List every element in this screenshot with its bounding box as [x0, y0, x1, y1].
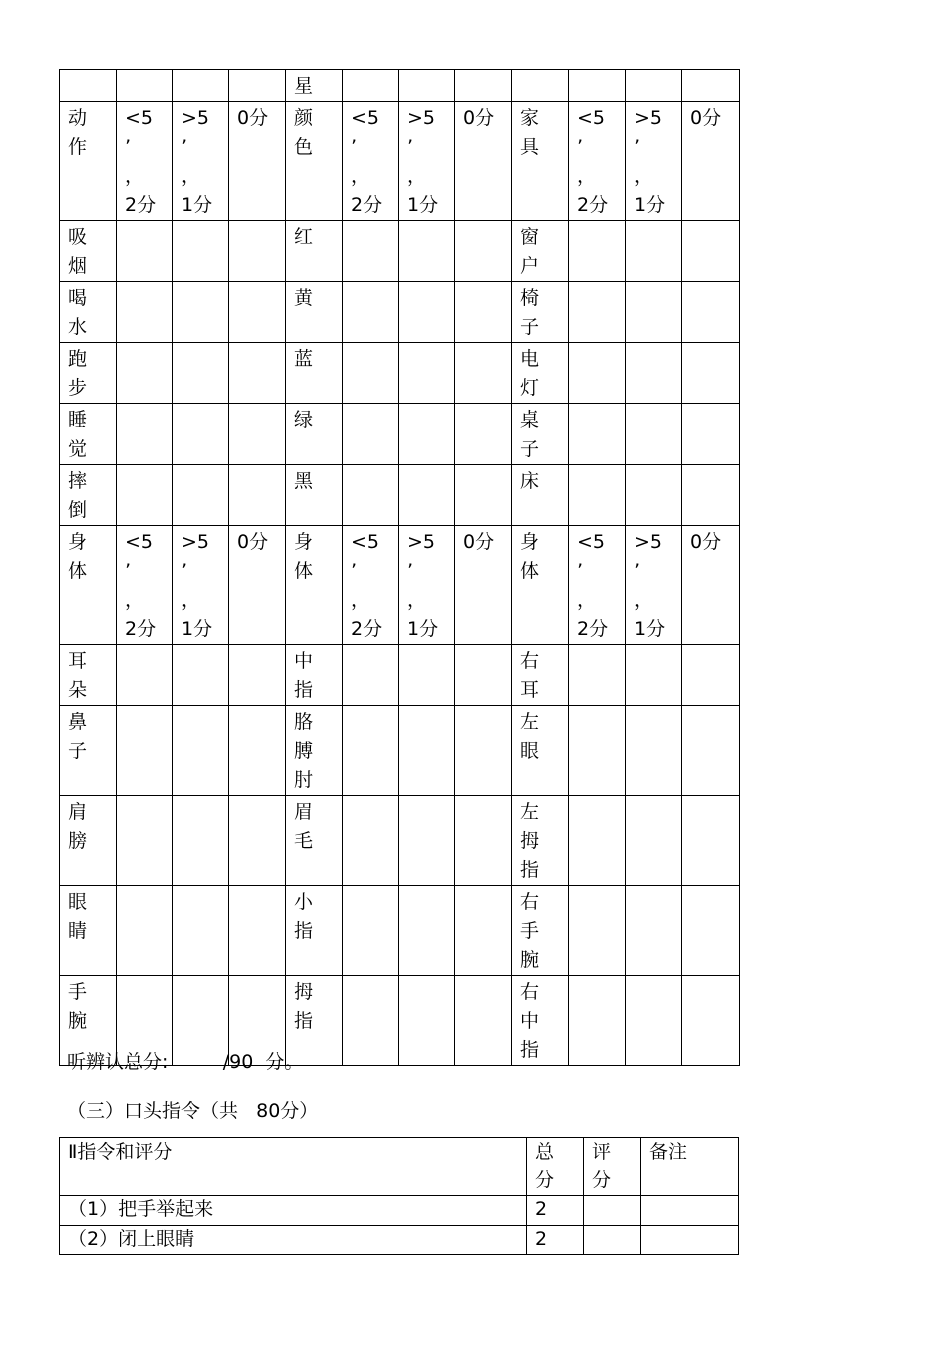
- grid-cell: >5 ’ ， 1分: [626, 526, 682, 645]
- grid-cell: 床: [512, 465, 569, 526]
- score-entry-cell[interactable]: [455, 645, 512, 706]
- score-entry-cell[interactable]: [399, 706, 455, 796]
- score-entry-cell[interactable]: [399, 282, 455, 343]
- score-entry-cell[interactable]: [173, 465, 229, 526]
- score-entry-cell[interactable]: [626, 976, 682, 1066]
- score-entry-cell[interactable]: [343, 465, 399, 526]
- grid-row: [60, 221, 740, 282]
- score-entry-cell[interactable]: [682, 404, 740, 465]
- grid-cell: 身 体: [60, 526, 117, 645]
- score-entry-cell[interactable]: [343, 70, 399, 102]
- grid-cell: 手 腕: [60, 976, 117, 1066]
- grid-cell: 喝 水: [60, 282, 117, 343]
- score-entry-cell[interactable]: [626, 706, 682, 796]
- score-entry-cell[interactable]: [343, 343, 399, 404]
- score-entry-cell[interactable]: [569, 282, 626, 343]
- grid-cell: 红: [286, 221, 343, 282]
- command-header-row: [60, 1138, 739, 1196]
- grid-cell: 电 灯: [512, 343, 569, 404]
- score-entry-cell[interactable]: [173, 70, 229, 102]
- grid-row: [60, 526, 740, 645]
- grid-cell: 星: [286, 70, 343, 102]
- score-entry-cell[interactable]: [682, 221, 740, 282]
- command-row: [60, 1226, 739, 1255]
- grid-cell: 吸 烟: [60, 221, 117, 282]
- score-entry-cell[interactable]: [569, 645, 626, 706]
- grid-row: [60, 706, 740, 796]
- score-entry-cell[interactable]: [626, 796, 682, 886]
- score-entry-cell[interactable]: [569, 343, 626, 404]
- score-entry-cell[interactable]: [399, 221, 455, 282]
- score-entry-cell[interactable]: [399, 976, 455, 1066]
- grid-cell: 耳 朵: [60, 645, 117, 706]
- score-entry-cell[interactable]: [229, 70, 286, 102]
- total-score-note: 听辨认总分: /90 分。: [67, 1051, 304, 1073]
- score-entry-cell[interactable]: [626, 282, 682, 343]
- score-entry-cell[interactable]: [399, 465, 455, 526]
- score-entry-cell[interactable]: [343, 976, 399, 1066]
- score-entry-cell[interactable]: [117, 70, 173, 102]
- header-total: 总 分: [527, 1138, 584, 1196]
- score-entry-cell[interactable]: [455, 465, 512, 526]
- grid-row: [60, 465, 740, 526]
- score-entry-cell[interactable]: [455, 976, 512, 1066]
- score-entry-cell[interactable]: [682, 706, 740, 796]
- score-entry-cell[interactable]: [173, 796, 229, 886]
- score-entry-cell[interactable]: [569, 796, 626, 886]
- score-entry-cell[interactable]: [455, 706, 512, 796]
- grid-cell: 家 具: [512, 102, 569, 221]
- score-entry-cell[interactable]: [682, 282, 740, 343]
- score-entry-cell[interactable]: [455, 886, 512, 976]
- grid-cell: 0分: [229, 102, 286, 221]
- header-score: 评 分: [584, 1138, 641, 1196]
- grid-cell: <5 ’ ， 2分: [117, 102, 173, 221]
- score-entry-cell[interactable]: [682, 465, 740, 526]
- score-entry-cell[interactable]: [399, 343, 455, 404]
- score-entry-cell[interactable]: [626, 886, 682, 976]
- score-entry-cell[interactable]: [60, 70, 117, 102]
- grid-row: [60, 886, 740, 976]
- grid-cell: 左 眼: [512, 706, 569, 796]
- score-entry-cell[interactable]: [343, 886, 399, 976]
- grid-cell: 0分: [455, 526, 512, 645]
- score-entry-cell[interactable]: [229, 706, 286, 796]
- score-entry-cell[interactable]: [343, 404, 399, 465]
- grid-cell: 眼 睛: [60, 886, 117, 976]
- score-entry-cell[interactable]: [117, 465, 173, 526]
- grid-row: [60, 102, 740, 221]
- grid-cell: 颜 色: [286, 102, 343, 221]
- command-remark[interactable]: [641, 1226, 739, 1255]
- score-entry-cell[interactable]: [343, 706, 399, 796]
- score-entry-cell[interactable]: [569, 70, 626, 102]
- score-entry-cell[interactable]: [455, 343, 512, 404]
- score-entry-cell[interactable]: [229, 796, 286, 886]
- score-entry-cell[interactable]: [173, 343, 229, 404]
- score-entry-cell[interactable]: [229, 465, 286, 526]
- grid-cell: 睡 觉: [60, 404, 117, 465]
- score-entry-cell[interactable]: [455, 404, 512, 465]
- score-entry-cell[interactable]: [682, 886, 740, 976]
- grid-cell: 窗 户: [512, 221, 569, 282]
- score-entry-cell[interactable]: [569, 706, 626, 796]
- grid-cell: 0分: [682, 102, 740, 221]
- score-entry-cell[interactable]: [626, 221, 682, 282]
- grid-cell: 身 体: [512, 526, 569, 645]
- score-entry-cell[interactable]: [682, 70, 740, 102]
- grid-cell: 0分: [229, 526, 286, 645]
- score-entry-cell[interactable]: [343, 796, 399, 886]
- score-entry-cell[interactable]: [569, 404, 626, 465]
- score-entry-cell[interactable]: [512, 70, 569, 102]
- score-entry-cell[interactable]: [117, 706, 173, 796]
- score-entry-cell[interactable]: [626, 404, 682, 465]
- grid-cell: 椅 子: [512, 282, 569, 343]
- score-entry-cell[interactable]: [455, 796, 512, 886]
- grid-cell: 蓝: [286, 343, 343, 404]
- score-entry-cell[interactable]: [399, 404, 455, 465]
- section-title: （三）口头指令（共 80分）: [67, 1100, 319, 1122]
- score-entry-cell[interactable]: [173, 221, 229, 282]
- score-entry-cell[interactable]: [682, 343, 740, 404]
- grid-cell: >5 ’ ， 1分: [399, 102, 455, 221]
- score-entry-cell[interactable]: [455, 221, 512, 282]
- grid-row: [60, 645, 740, 706]
- grid-cell: 绿: [286, 404, 343, 465]
- score-entry-cell[interactable]: [117, 886, 173, 976]
- score-entry-cell[interactable]: [117, 645, 173, 706]
- grid-row: [60, 282, 740, 343]
- grid-cell: 左 拇 指: [512, 796, 569, 886]
- grid-cell: 中 指: [286, 645, 343, 706]
- grid-cell: 拇 指: [286, 976, 343, 1066]
- header-instruction: Ⅱ指令和评分: [60, 1138, 527, 1196]
- grid-cell: <5 ’ ， 2分: [569, 526, 626, 645]
- score-entry-cell[interactable]: [569, 976, 626, 1066]
- score-entry-cell[interactable]: [117, 796, 173, 886]
- command-remark[interactable]: [641, 1196, 739, 1226]
- grid-cell: 鼻 子: [60, 706, 117, 796]
- grid-cell: 桌 子: [512, 404, 569, 465]
- command-row: [60, 1196, 739, 1226]
- score-entry-cell[interactable]: [117, 282, 173, 343]
- grid-cell: <5 ’ ， 2分: [117, 526, 173, 645]
- score-entry-cell[interactable]: [626, 70, 682, 102]
- grid-cell: 胳 膊 肘: [286, 706, 343, 796]
- grid-cell: >5 ’ ， 1分: [626, 102, 682, 221]
- grid-cell: 肩 膀: [60, 796, 117, 886]
- score-entry-cell[interactable]: [455, 282, 512, 343]
- grid-cell: 0分: [682, 526, 740, 645]
- score-entry-cell[interactable]: [399, 796, 455, 886]
- command-text: （1）把手举起来: [60, 1196, 527, 1226]
- grid-cell: 身 体: [286, 526, 343, 645]
- grid-cell: <5 ’ ， 2分: [569, 102, 626, 221]
- score-entry-cell[interactable]: [569, 465, 626, 526]
- grid-row: [60, 404, 740, 465]
- grid-cell: 右 中 指: [512, 976, 569, 1066]
- grid-cell: 眉 毛: [286, 796, 343, 886]
- header-remark: 备注: [641, 1138, 739, 1196]
- score-entry-cell[interactable]: [682, 645, 740, 706]
- grid-cell: 跑 步: [60, 343, 117, 404]
- command-text: （2）闭上眼睛: [60, 1226, 527, 1255]
- score-entry-cell[interactable]: [173, 645, 229, 706]
- verbal-command-table: [59, 1137, 739, 1255]
- score-entry-cell[interactable]: [229, 886, 286, 976]
- score-entry-cell[interactable]: [569, 886, 626, 976]
- score-entry-cell[interactable]: [229, 404, 286, 465]
- grid-cell: 黑: [286, 465, 343, 526]
- command-total: 2: [527, 1196, 584, 1226]
- command-total: 2: [527, 1226, 584, 1255]
- grid-cell: 黄: [286, 282, 343, 343]
- grid-cell: <5 ’ ， 2分: [343, 102, 399, 221]
- score-entry-cell[interactable]: [343, 645, 399, 706]
- grid-row: [60, 343, 740, 404]
- score-entry-cell[interactable]: [626, 343, 682, 404]
- grid-cell: 小 指: [286, 886, 343, 976]
- command-score[interactable]: [584, 1196, 641, 1226]
- score-entry-cell[interactable]: [173, 404, 229, 465]
- grid-row: [60, 796, 740, 886]
- score-entry-cell[interactable]: [117, 404, 173, 465]
- score-entry-cell[interactable]: [117, 343, 173, 404]
- score-entry-cell[interactable]: [229, 645, 286, 706]
- score-entry-cell[interactable]: [229, 282, 286, 343]
- grid-cell: >5 ’ ， 1分: [173, 526, 229, 645]
- grid-cell: >5 ’ ， 1分: [399, 526, 455, 645]
- command-score[interactable]: [584, 1226, 641, 1255]
- grid-cell: 动 作: [60, 102, 117, 221]
- score-entry-cell[interactable]: [343, 282, 399, 343]
- grid-row: [60, 70, 740, 102]
- score-entry-cell[interactable]: [682, 976, 740, 1066]
- score-entry-cell[interactable]: [682, 796, 740, 886]
- score-entry-cell[interactable]: [455, 70, 512, 102]
- score-entry-cell[interactable]: [626, 465, 682, 526]
- score-entry-cell[interactable]: [229, 221, 286, 282]
- score-entry-cell[interactable]: [399, 886, 455, 976]
- score-entry-cell[interactable]: [343, 221, 399, 282]
- grid-cell: 摔 倒: [60, 465, 117, 526]
- score-entry-cell[interactable]: [173, 282, 229, 343]
- score-entry-cell[interactable]: [399, 70, 455, 102]
- score-entry-cell[interactable]: [117, 221, 173, 282]
- score-entry-cell[interactable]: [173, 706, 229, 796]
- grid-cell: 右 手 腕: [512, 886, 569, 976]
- score-entry-cell[interactable]: [569, 221, 626, 282]
- comprehension-score-table: [59, 69, 740, 1066]
- grid-cell: <5 ’ ， 2分: [343, 526, 399, 645]
- grid-cell: 0分: [455, 102, 512, 221]
- score-entry-cell[interactable]: [173, 886, 229, 976]
- grid-cell: >5 ’ ， 1分: [173, 102, 229, 221]
- score-entry-cell[interactable]: [626, 645, 682, 706]
- score-entry-cell[interactable]: [399, 645, 455, 706]
- score-entry-cell[interactable]: [229, 343, 286, 404]
- grid-cell: 右 耳: [512, 645, 569, 706]
